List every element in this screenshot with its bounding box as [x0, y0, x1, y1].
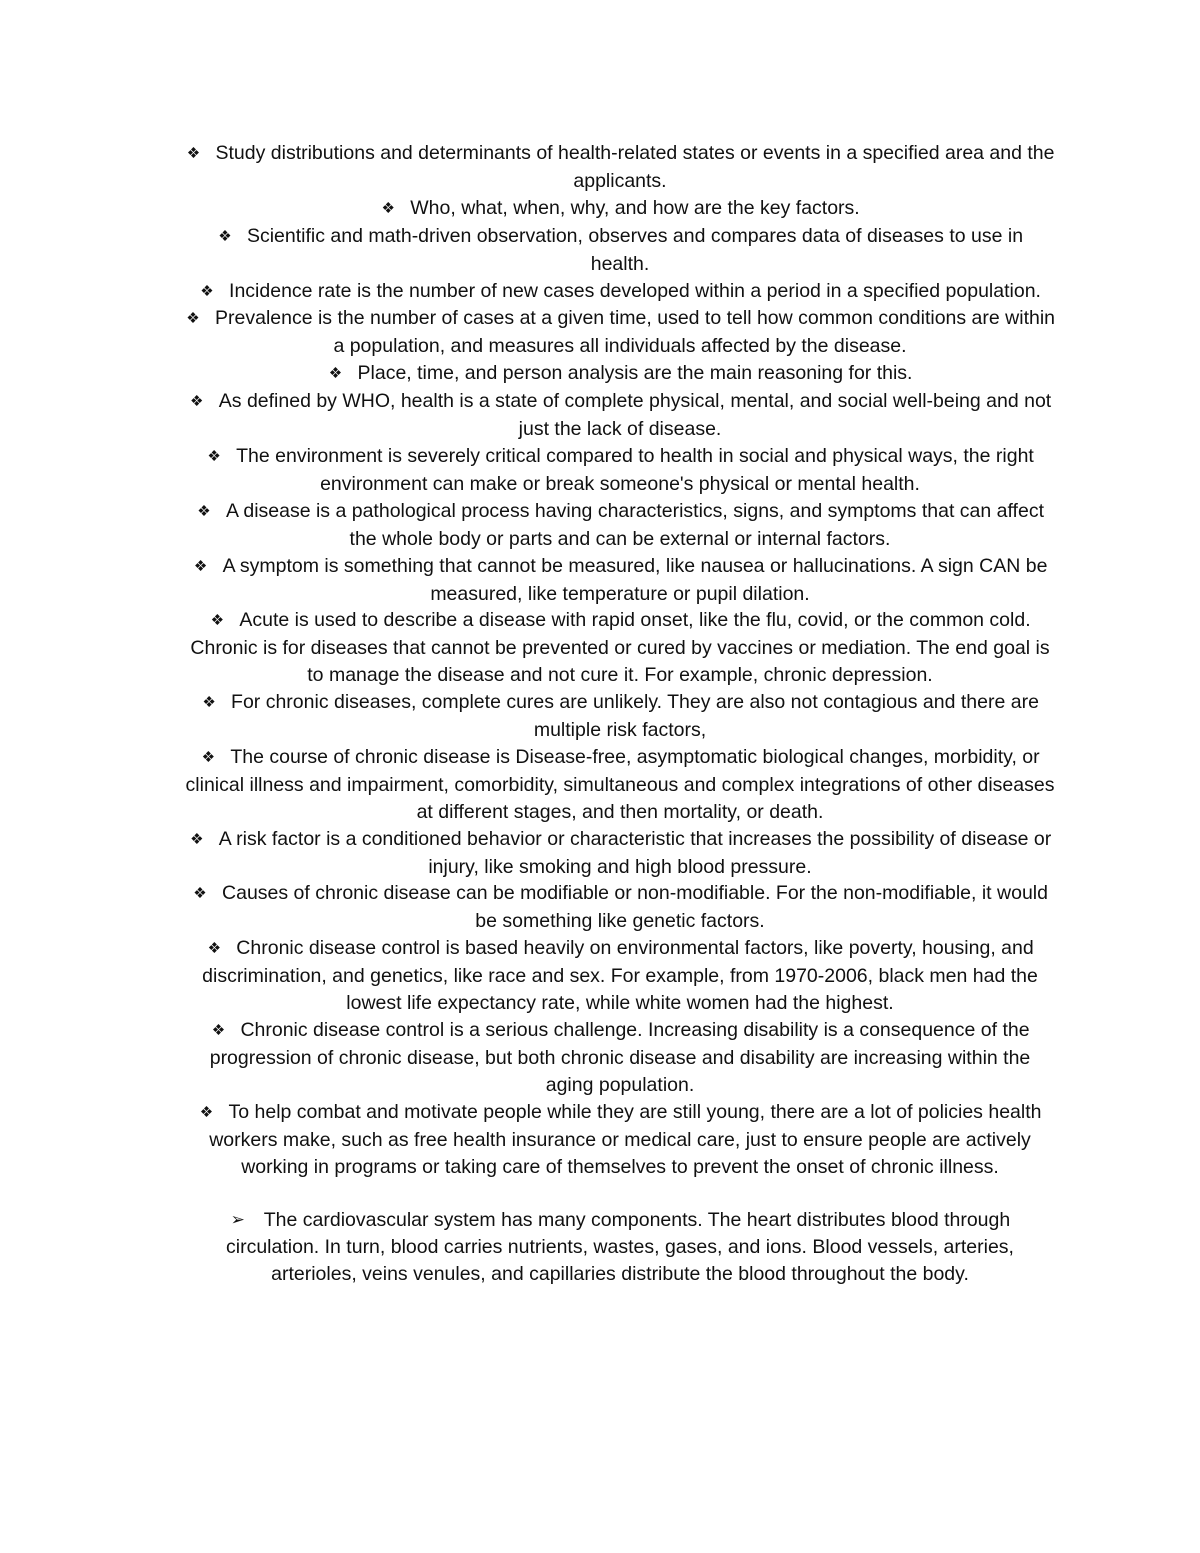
list-item-text: Prevalence is the number of cases at a given time, used to tell how common conditions are within a population, and measures all individuals affected by the disease.	[215, 307, 1056, 358]
list-item-text: Incidence rate is the number of new cases developed within a period in a specified population.	[229, 279, 1041, 302]
four-point-diamond-icon: ❖	[186, 310, 200, 328]
list-item	[175, 689, 1065, 744]
four-point-diamond-icon: ❖	[201, 748, 216, 766]
list-item	[175, 223, 1065, 278]
list-item-text: Who, what, when, why, and how are the key factors.	[410, 196, 860, 219]
notes-list	[175, 140, 1065, 1288]
list-item	[175, 443, 1065, 498]
list-item	[175, 553, 1065, 608]
list-item-text: To help combat and motivate people while they are still young, there are a lot of policies health workers make, such as free health insurance or medical care, just to ensure people are actively working in programs or taking care of themselves to prevent the onset of chronic illness.	[209, 1100, 1042, 1178]
arrow-list-item	[175, 1207, 1065, 1288]
four-point-diamond-icon: ❖	[202, 694, 216, 712]
four-point-diamond-icon: ❖	[190, 393, 204, 411]
four-point-diamond-icon: ❖	[211, 1022, 226, 1039]
four-point-diamond-icon: ❖	[200, 282, 214, 300]
list-item	[175, 826, 1065, 881]
list-item-text: Chronic disease control is based heavily on environmental factors, like poverty, housing, and discrimination, and genetics, like race and sex. For example, from 1970-2006, black men had the lowest life expectancy rate, while white women had the highest.	[202, 937, 1038, 1015]
arrowhead-icon: ➢	[230, 1210, 245, 1230]
four-point-diamond-icon: ❖	[193, 557, 208, 575]
list-item	[175, 140, 1065, 195]
four-point-diamond-icon: ❖	[207, 940, 222, 958]
list-item-text: Chronic disease control is a serious challenge. Increasing disability is a consequence of the progression of chronic disease, but both chronic disease and disability are increasing within the aging population.	[209, 1019, 1031, 1096]
list-item-text: A risk factor is a conditioned behavior or characteristic that increases the possibility of disease or injury, like smoking and high blood pressure.	[218, 827, 1052, 878]
list-item-text: A symptom is something that cannot be measured, like nausea or hallucinations. A sign CAN be measured, like temperature or pupil dilation.	[222, 554, 1048, 605]
list-item	[175, 880, 1065, 935]
list-item	[175, 607, 1065, 689]
list-item-text: The course of chronic disease is Disease-free, asymptomatic biological changes, morbidity, or clinical illness and impairment, comorbidity, simultaneous and complex integrations of other diseases at different stages, and then mortality, or death.	[185, 745, 1055, 823]
four-point-diamond-icon: ❖	[190, 830, 204, 848]
list-item	[175, 195, 1065, 223]
four-point-diamond-icon: ❖	[197, 502, 211, 520]
list-item-text: Place, time, and person analysis are the main reasoning for this.	[357, 362, 913, 385]
four-point-diamond-icon: ❖	[186, 145, 201, 162]
list-item	[175, 1099, 1065, 1181]
list-item-text: Causes of chronic disease can be modifiable or non-modifiable. For the non-modifiable, it would be something like genetic factors.	[222, 882, 1048, 933]
four-point-diamond-icon: ❖	[210, 612, 225, 630]
list-item	[175, 498, 1065, 553]
four-point-diamond-icon: ❖	[218, 227, 232, 245]
four-point-diamond-icon: ❖	[207, 447, 221, 465]
four-point-diamond-icon: ❖	[328, 365, 343, 383]
list-item-text: As defined by WHO, health is a state of complete physical, mental, and social well-being and not just the lack of disease.	[218, 390, 1052, 441]
four-point-diamond-icon: ❖	[199, 1103, 214, 1121]
list-item	[175, 1017, 1065, 1099]
four-point-diamond-icon: ❖	[381, 199, 395, 217]
list-item	[175, 744, 1065, 826]
list-item-text: For chronic diseases, complete cures are unlikely. They are also not contagious and there are multiple risk factors,	[231, 691, 1039, 742]
list-item	[175, 278, 1065, 306]
list-item	[175, 360, 1065, 388]
list-item	[175, 305, 1065, 360]
list-item-text: The environment is severely critical compared to health in social and physical ways, the right environment can make or break someone's physical or mental health.	[236, 444, 1034, 495]
list-item-text: Scientific and math-driven observation, observes and compares data of diseases to use in health.	[246, 224, 1024, 275]
list-item-text: Study distributions and determinants of health-related states or events in a specified area and the applicants.	[215, 142, 1055, 192]
list-item-text: A disease is a pathological process having characteristics, signs, and symptoms that can affect the whole body or parts and can be external or internal factors.	[226, 499, 1044, 550]
list-item	[175, 388, 1065, 443]
list-item-text: The cardiovascular system has many components. The heart distributes blood through circulation. In turn, blood carries nutrients, wastes, gases, and ions. Blood vessels, arteries, arterioles, veins venules, and capillaries distribute the blood throughout the body.	[226, 1209, 1014, 1286]
four-point-diamond-icon: ❖	[193, 885, 207, 903]
list-item	[175, 935, 1065, 1017]
list-item-text: Acute is used to describe a disease with rapid onset, like the flu, covid, or the common cold. Chronic is for diseases that cannot be prevented or cured by vaccines or mediation. The end goal is to manage the disease and not cure it. For example, chronic depression.	[190, 609, 1050, 687]
